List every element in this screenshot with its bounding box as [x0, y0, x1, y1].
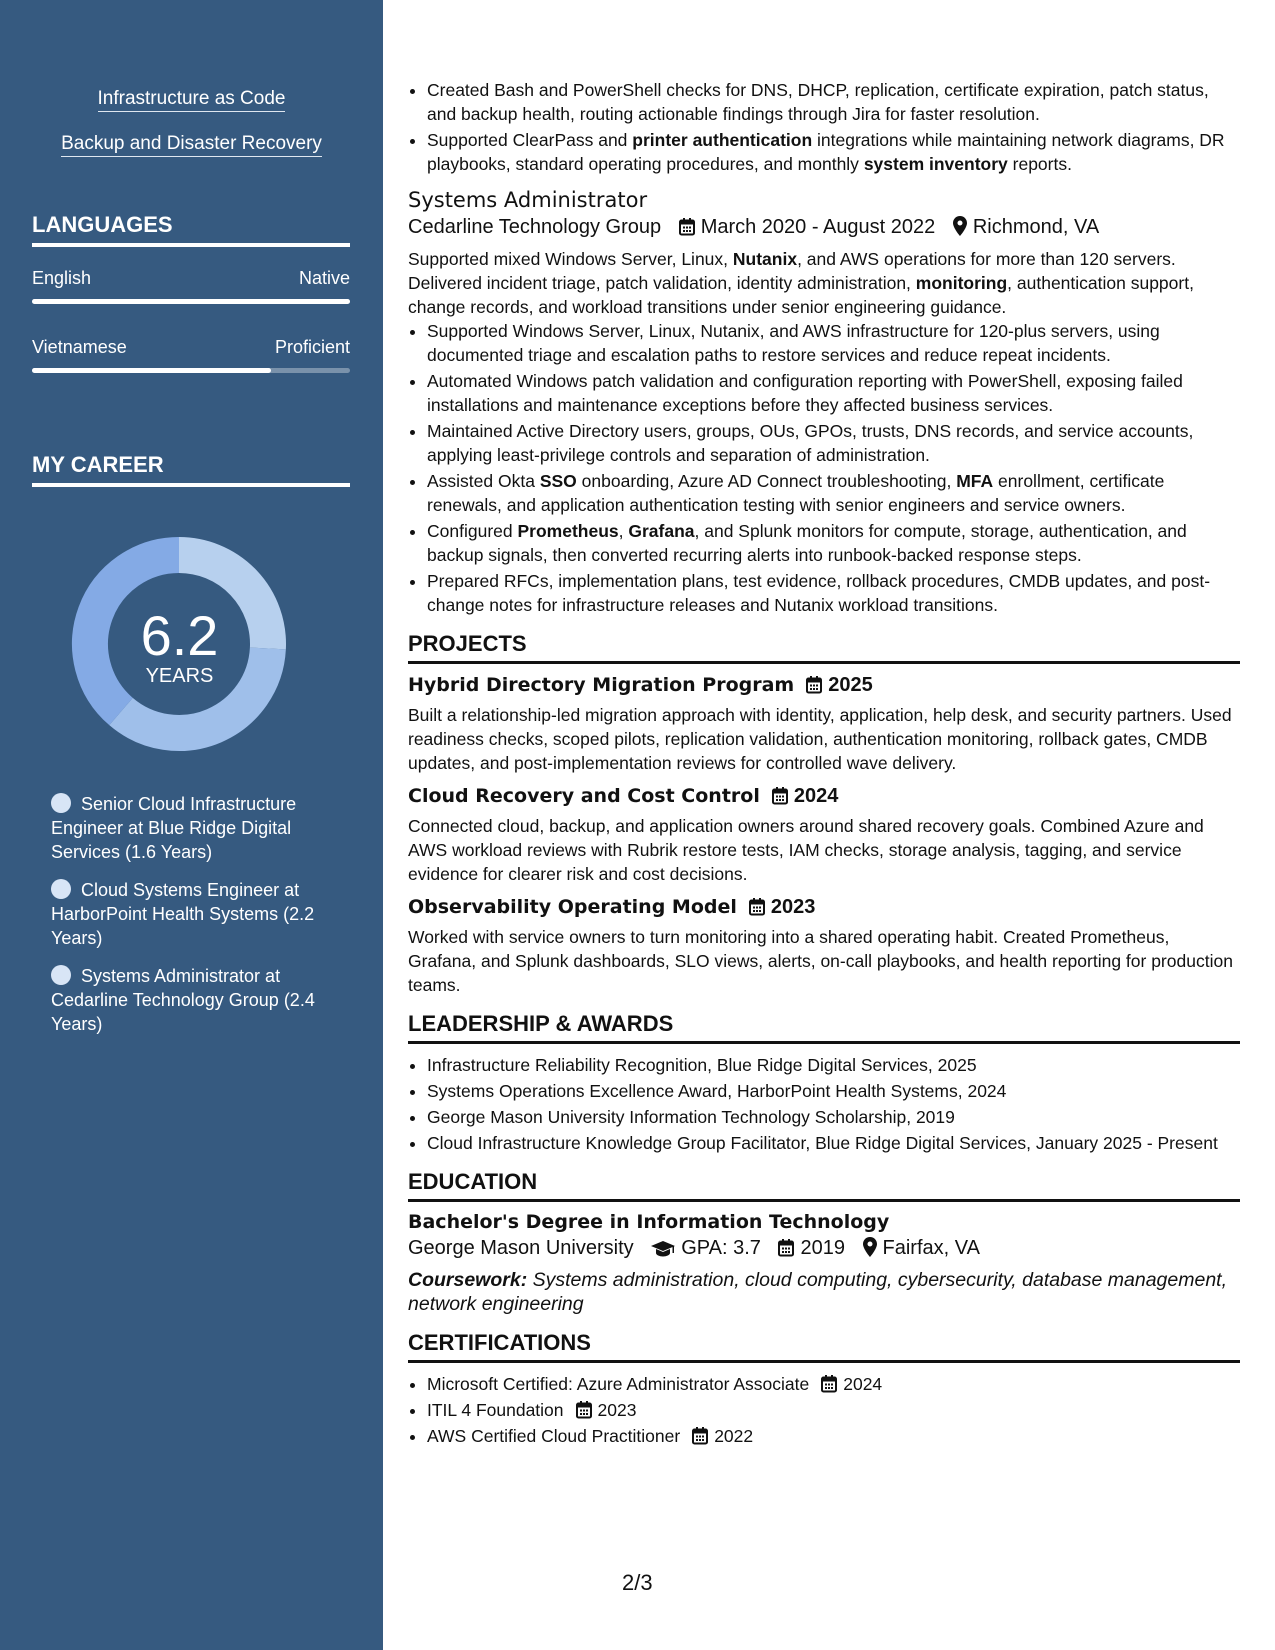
cert-item: • Microsoft Certified: Azure Administrator Associate 2024	[427, 1372, 1240, 1396]
prev-job-bullets	[408, 78, 1240, 176]
award-item: • Infrastructure Reliability Recognition, Blue Ridge Digital Services, 2025	[427, 1053, 1240, 1077]
calendar-icon	[679, 217, 695, 236]
language-name: English	[32, 268, 92, 288]
location-pin-icon	[953, 216, 967, 236]
bullet: • Supported Windows Server, Linux, Nutanix, and AWS infrastructure for 120-plus servers, using documented triage and escalation paths to restore services and reduce repeat incidents.	[427, 319, 1240, 367]
calendar-icon	[692, 1426, 708, 1445]
project-description: Worked with service owners to turn monitoring into a shared operating habit. Created Prometheus, Grafana, and Splunk dashboards, SLO views, alerts, on-call playbooks, and health reporting for production teams.	[408, 927, 1233, 995]
awards-list	[408, 1053, 1240, 1155]
job-company: Cedarline Technology Group	[408, 216, 662, 238]
language-level: Proficient	[274, 337, 350, 357]
bullet: • Configured Prometheus, Grafana, and Splunk monitors for compute, storage, authentication, and backup signals, then converted recurring alerts into runbook-backed response steps.	[427, 519, 1240, 567]
graduation-cap-icon	[651, 1241, 675, 1257]
certifications-list	[408, 1372, 1240, 1448]
cert-year: 2023	[597, 1400, 637, 1420]
project-title: Hybrid Directory Migration Program 2025	[408, 674, 873, 696]
award-item: • George Mason University Information Technology Scholarship, 2019	[427, 1105, 1240, 1129]
project-year: 2023	[770, 896, 816, 918]
location-pin-icon	[863, 1237, 877, 1257]
main-content	[408, 78, 1240, 1450]
bullet: • Maintained Active Directory users, groups, OUs, GPOs, trusts, DNS records, and service accounts, applying least-privilege controls and separation of administration.	[427, 419, 1240, 467]
skill-item: Backup and Disaster Recovery	[0, 133, 383, 155]
career-total-years: 6.2	[140, 604, 219, 667]
job-dates: March 2020 - August 2022	[700, 216, 936, 238]
school-name: George Mason University	[408, 1237, 634, 1259]
career-item: Systems Administrator at Cedarline Technology Group (2.4 Years)	[51, 966, 315, 1034]
education-meta	[408, 1237, 1240, 1260]
award-item: • Systems Operations Excellence Award, HarborPoint Health Systems, 2024	[427, 1079, 1240, 1103]
career-dot	[51, 965, 71, 985]
job-meta	[408, 216, 1240, 239]
career-heading: MY CAREER	[32, 452, 350, 487]
career-item: Cloud Systems Engineer at HarborPoint Health Systems (2.2 Years)	[51, 880, 315, 948]
page-number: 2/3	[622, 1570, 653, 1595]
projects-heading: PROJECTS	[408, 631, 1240, 664]
bullet: • Created Bash and PowerShell checks for DNS, DHCP, replication, certificate expiration, patch status, and backup health, routing actionable findings through Jira for faster resolution.	[427, 78, 1240, 126]
coursework: Coursework: Systems administration, cloud computing, cybersecurity, database management, network engineering	[408, 1269, 1228, 1315]
calendar-icon	[778, 1238, 794, 1257]
language-bar	[32, 299, 350, 304]
career-dot	[51, 793, 71, 813]
language-bar-fill	[32, 368, 271, 373]
project-title: Observability Operating Model 2023	[408, 896, 816, 918]
bullet: • Supported ClearPass and printer authentication integrations while maintaining network diagrams, DR playbooks, standard operating procedures, and monthly system inventory reports.	[427, 128, 1240, 176]
career-item: Senior Cloud Infrastructure Engineer at Blue Ridge Digital Services (1.6 Years)	[51, 794, 297, 862]
job-summary: Supported mixed Windows Server, Linux, Nutanix, and AWS operations for more than 120 servers. Delivered incident triage, patch validation, identity administration, monitoring, authentication support, change records, and workload transitions under senior engineering guidance.	[408, 249, 1194, 317]
project-year: 2025	[828, 674, 873, 696]
cert-item: • AWS Certified Cloud Practitioner 2022	[427, 1424, 1240, 1448]
language-row	[32, 337, 350, 358]
job-title: Systems Administrator	[408, 188, 648, 212]
calendar-icon	[576, 1400, 592, 1419]
project-description: Built a relationship-led migration approach with identity, application, help desk, and security partners. Used readiness checks, scoped pilots, replication validation, authentication monitoring, rollback gates, CMDB updates, and post-implementation reviews for controlled wave delivery.	[408, 705, 1232, 773]
bullet: • Assisted Okta SSO onboarding, Azure AD Connect troubleshooting, MFA enrollment, certificate renewals, and application authentication testing with senior engineers and service owners.	[427, 469, 1240, 517]
language-level: Native	[298, 268, 350, 288]
awards-heading: LEADERSHIP & AWARDS	[408, 1011, 1240, 1044]
project-year: 2024	[793, 785, 839, 807]
cert-year: 2022	[714, 1426, 754, 1446]
coursework-label: Coursework:	[408, 1269, 528, 1291]
language-bar-fill	[32, 299, 350, 304]
career-dot	[51, 879, 71, 899]
skill-item: Infrastructure as Code	[0, 88, 383, 110]
graduation-year: 2019	[800, 1237, 845, 1259]
project-title: Cloud Recovery and Cost Control 2024	[408, 785, 839, 807]
cert-year: 2024	[843, 1374, 883, 1394]
language-name: Vietnamese	[32, 337, 127, 357]
career-years-label: YEARS	[145, 665, 214, 687]
languages-heading: LANGUAGES	[32, 212, 350, 247]
award-item: • Cloud Infrastructure Knowledge Group Facilitator, Blue Ridge Digital Services, January 2025 - Present	[427, 1131, 1240, 1155]
sidebar	[0, 0, 383, 1650]
project-description: Connected cloud, backup, and application owners around shared recovery goals. Combined Azure and AWS workload reviews with Rubrik restore tests, IAM checks, storage analysis, tagging, and service evidence for clearer risk and cost decisions.	[408, 816, 1204, 884]
cert-item: • ITIL 4 Foundation 2023	[427, 1398, 1240, 1422]
gpa: GPA: 3.7	[681, 1237, 761, 1259]
bullet: • Automated Windows patch validation and configuration reporting with PowerShell, exposing failed installations and maintenance exceptions before they affected business services.	[427, 369, 1240, 417]
language-row	[32, 268, 350, 289]
job-bullets	[408, 319, 1240, 617]
certifications-heading: CERTIFICATIONS	[408, 1330, 1240, 1363]
calendar-icon	[749, 897, 765, 916]
calendar-icon	[821, 1374, 837, 1393]
calendar-icon	[772, 786, 788, 805]
education-location: Fairfax, VA	[882, 1237, 980, 1259]
language-bar	[32, 368, 350, 373]
education-heading: EDUCATION	[408, 1169, 1240, 1202]
calendar-icon	[806, 675, 822, 694]
degree-title: Bachelor's Degree in Information Technology	[408, 1211, 890, 1233]
bullet: • Prepared RFCs, implementation plans, test evidence, rollback procedures, CMDB updates, and post-change notes for infrastructure releases and Nutanix workload transitions.	[427, 569, 1240, 617]
job-location: Richmond, VA	[972, 216, 1100, 238]
